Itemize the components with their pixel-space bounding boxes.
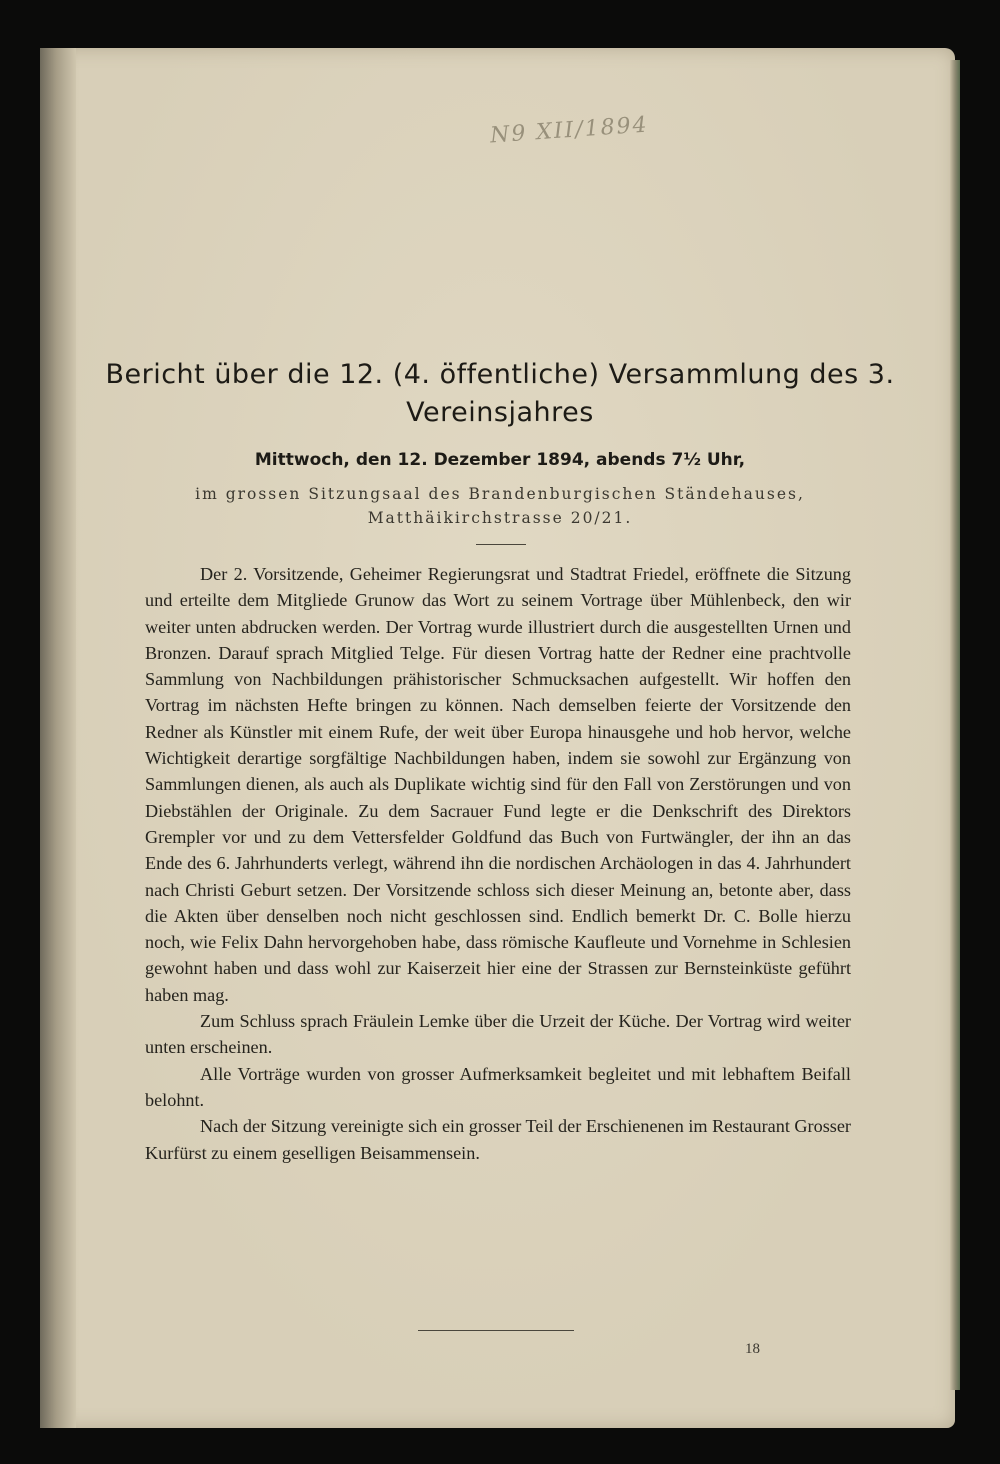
paragraph-proceedings: Der 2. Vorsitzende, Geheimer Regierungsrat und Stadtrat Friedel, eröffnete die Sitzung und erteilte dem Mitgliede Grunow das Wort zu seinem Vortrage über Mühlenbeck, den wir weiter unten abdrucken werden. Der Vortrag wurde illustriert durch die ausgestellten Urnen und Bronzen. Darauf sprach Mitglied Telge. Für diesen Vortrag hatte der Redner eine prachtvolle Sammlung von Nachbildungen prähistorischer Schmucksachen aufgestellt. Wir hoffen den Vortrag im nächsten Hefte bringen zu können. Nach demselben feierte der Vorsitzende den Redner als Künstler mit einem Rufe, der weit über Europa hinausgehe und hob hervor, welche Wichtigkeit derartige sorgfältige Nachbildungen haben, indem sie sowohl zur Ergänzung von Sammlungen dienen, als auch als Duplikate wichtig sind für den Fall von Zerstörungen und von Diebstählen der Originale. Zu dem Sacrauer Fund legte er die Denkschrift des Direktors Grempler vor und zu dem Vettersfelder Goldfund das Buch von Furtwängler, der ihn an das Ende des 6. Jahrhunderts verlegt, während ihn die nordischen Archäologen in das 4. Jahrhundert nach Christi Geburt setzen. Der Vorsitzende schloss sich dieser Meinung an, betonte aber, dass die Akten über denselben noch nicht geschlossen sind. Endlich bemerkt Dr. C. Bolle hierzu noch, wie Felix Dahn hervorgehoben habe, dass römische Kaufleute und Vornehme in Schlesien gewohnt haben und dass wohl zur Kaiserzeit hier eine der Strassen zur Bernsteinküste geführt haben mag. <box>145 564 851 1005</box>
report-title: Bericht über die 12. (4. öffentliche) Versammlung des 3. Vereinsjahres <box>105 359 895 428</box>
book-gutter <box>40 48 76 1428</box>
handwritten-archive-note: N9 XII/1894 <box>489 112 650 149</box>
page-edge-stack <box>950 60 960 1390</box>
section-divider <box>476 544 526 545</box>
page-number: 18 <box>745 1341 760 1357</box>
report-body <box>145 561 851 1166</box>
paragraph-closing-lecture: Zum Schluss sprach Fräulein Lemke über die Urzeit der Küche. Der Vortrag wird weiter unten erscheinen. <box>145 1011 851 1058</box>
paragraph-applause: Alle Vorträge wurden von grosser Aufmerksamkeit begleitet und mit lebhaftem Beifall belohnt. <box>145 1063 851 1110</box>
meeting-dateline: Mittwoch, den 12. Dezember 1894, abends 7½ Uhr, <box>254 450 746 470</box>
footer-divider <box>418 1330 574 1331</box>
meeting-venue: im grossen Sitzungsaal des Brandenburgischen Ständehauses, Matthäikirchstrasse 20/21. <box>195 485 805 527</box>
paragraph-social-gathering: Nach der Sitzung vereinigte sich ein grosser Teil der Erschienenen im Restaurant Grosser Kurfürst zu einem geselligen Beisammensein. <box>145 1116 851 1163</box>
